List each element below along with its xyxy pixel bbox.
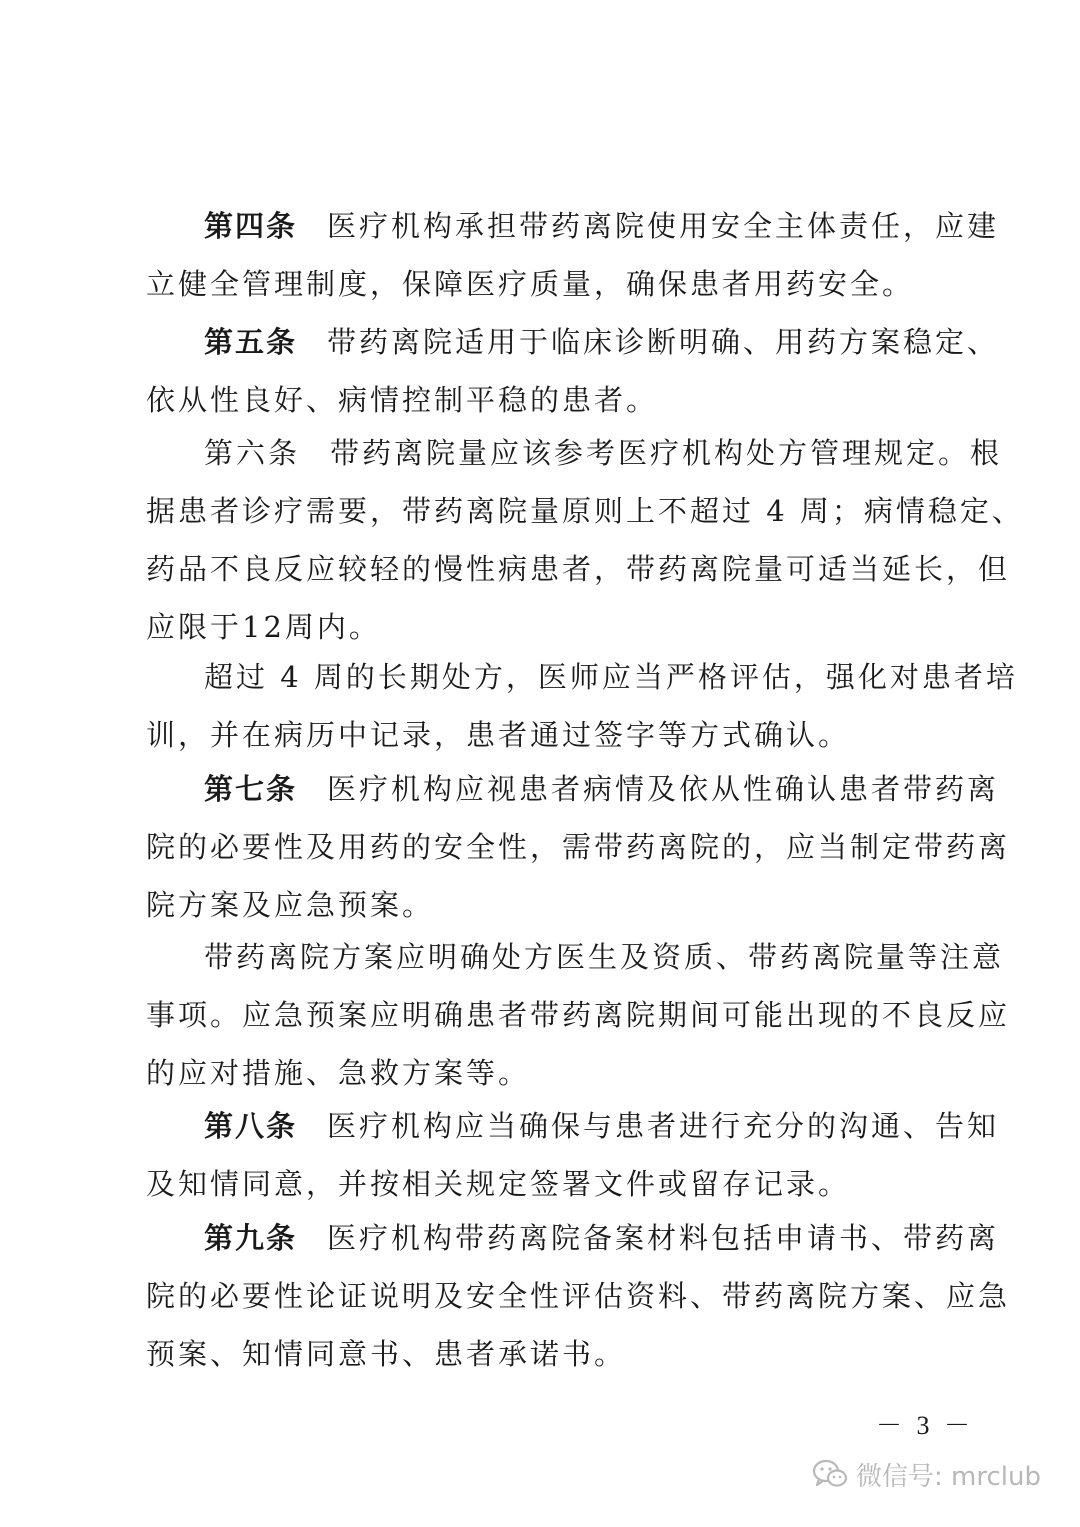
article-6p2-line-2: 训，并在病历中记录，患者通过签字等方式确认。 (146, 718, 851, 752)
article-7p2-line-1: 带药离院方案应明确处方医生及资质、带药离院量等注意 (204, 940, 1005, 974)
article-6 (146, 424, 1024, 656)
article-7-paragraph-2 (146, 928, 1011, 1102)
article-8 (146, 1097, 1000, 1213)
article-4-line-2: 立健全管理制度，保障医疗质量，确保患者用药安全。 (146, 267, 915, 301)
article-9-text-1: 医疗机构带药离院备案材料包括申请书、带药离 (327, 1221, 1000, 1255)
article-5-text-1: 带药离院适用于临床诊断明确、用药方案稳定、 (327, 325, 1000, 359)
article-5 (146, 313, 1000, 429)
wechat-icon (812, 1458, 848, 1490)
article-8-text-1: 医疗机构应当确保与患者进行充分的沟通、告知 (327, 1109, 1000, 1143)
article-9-label: 第九条 (204, 1221, 298, 1255)
article-7 (146, 760, 1011, 934)
article-9-line-3: 预案、知情同意书、患者承诺书。 (146, 1337, 627, 1371)
article-5-label: 第五条 (204, 325, 298, 359)
article-7-line-2: 院的必要性及用药的安全性，需带药离院的，应当制定带药离 (146, 830, 1011, 864)
article-9 (146, 1209, 1011, 1383)
article-4-line-1 (146, 197, 1000, 255)
article-8-line-1 (146, 1097, 1000, 1155)
article-9-line-2: 院的必要性论证说明及安全性评估资料、带药离院方案、应急 (146, 1279, 1011, 1313)
article-7-line-1 (146, 760, 1000, 818)
article-8-label: 第八条 (204, 1109, 298, 1143)
article-9-line-1 (146, 1209, 1000, 1267)
article-7p2-line-3: 的应对措施、急救方案等。 (146, 1056, 531, 1090)
article-5-line-1 (146, 313, 1000, 371)
article-4-text-1: 医疗机构承担带药离院使用安全主体责任，应建 (327, 209, 1000, 243)
article-4-label: 第四条 (204, 209, 298, 243)
wechat-watermark (812, 1454, 1041, 1494)
article-6-text-1: 带药离院量应该参考医疗机构处方管理规定。根 (330, 436, 1003, 470)
article-7-label: 第七条 (204, 772, 298, 806)
article-6-line-1 (146, 424, 1003, 482)
article-7-text-1: 医疗机构应视患者病情及依从性确认患者带药离 (327, 772, 1000, 806)
watermark-text: 微信号: mrclub (856, 1461, 1041, 1492)
article-6-line-2: 据患者诊疗需要，带药离院量原则上不超过 4 周；病情稳定、 (146, 494, 1024, 528)
page-number: － 3 － (876, 1411, 975, 1440)
article-6-paragraph-2 (146, 648, 1018, 764)
article-7-line-3: 院方案及应急预案。 (146, 888, 435, 922)
article-7p2-line-2: 事项。应急预案应明确患者带药离院期间可能出现的不良反应 (146, 998, 1011, 1032)
article-6p2-line-1: 超过 4 周的长期处方，医师应当严格评估，强化对患者培 (204, 660, 1018, 694)
article-5-line-2: 依从性良好、病情控制平稳的患者。 (146, 383, 659, 417)
article-4 (146, 197, 1000, 313)
article-6-line-4: 应限于12周内。 (146, 610, 381, 644)
article-6-label: 第六条 (204, 436, 301, 470)
article-8-line-2: 及知情同意，并按相关规定签署文件或留存记录。 (146, 1167, 851, 1201)
article-6-line-3: 药品不良反应较轻的慢性病患者，带药离院量可适当延长，但 (146, 552, 1011, 586)
